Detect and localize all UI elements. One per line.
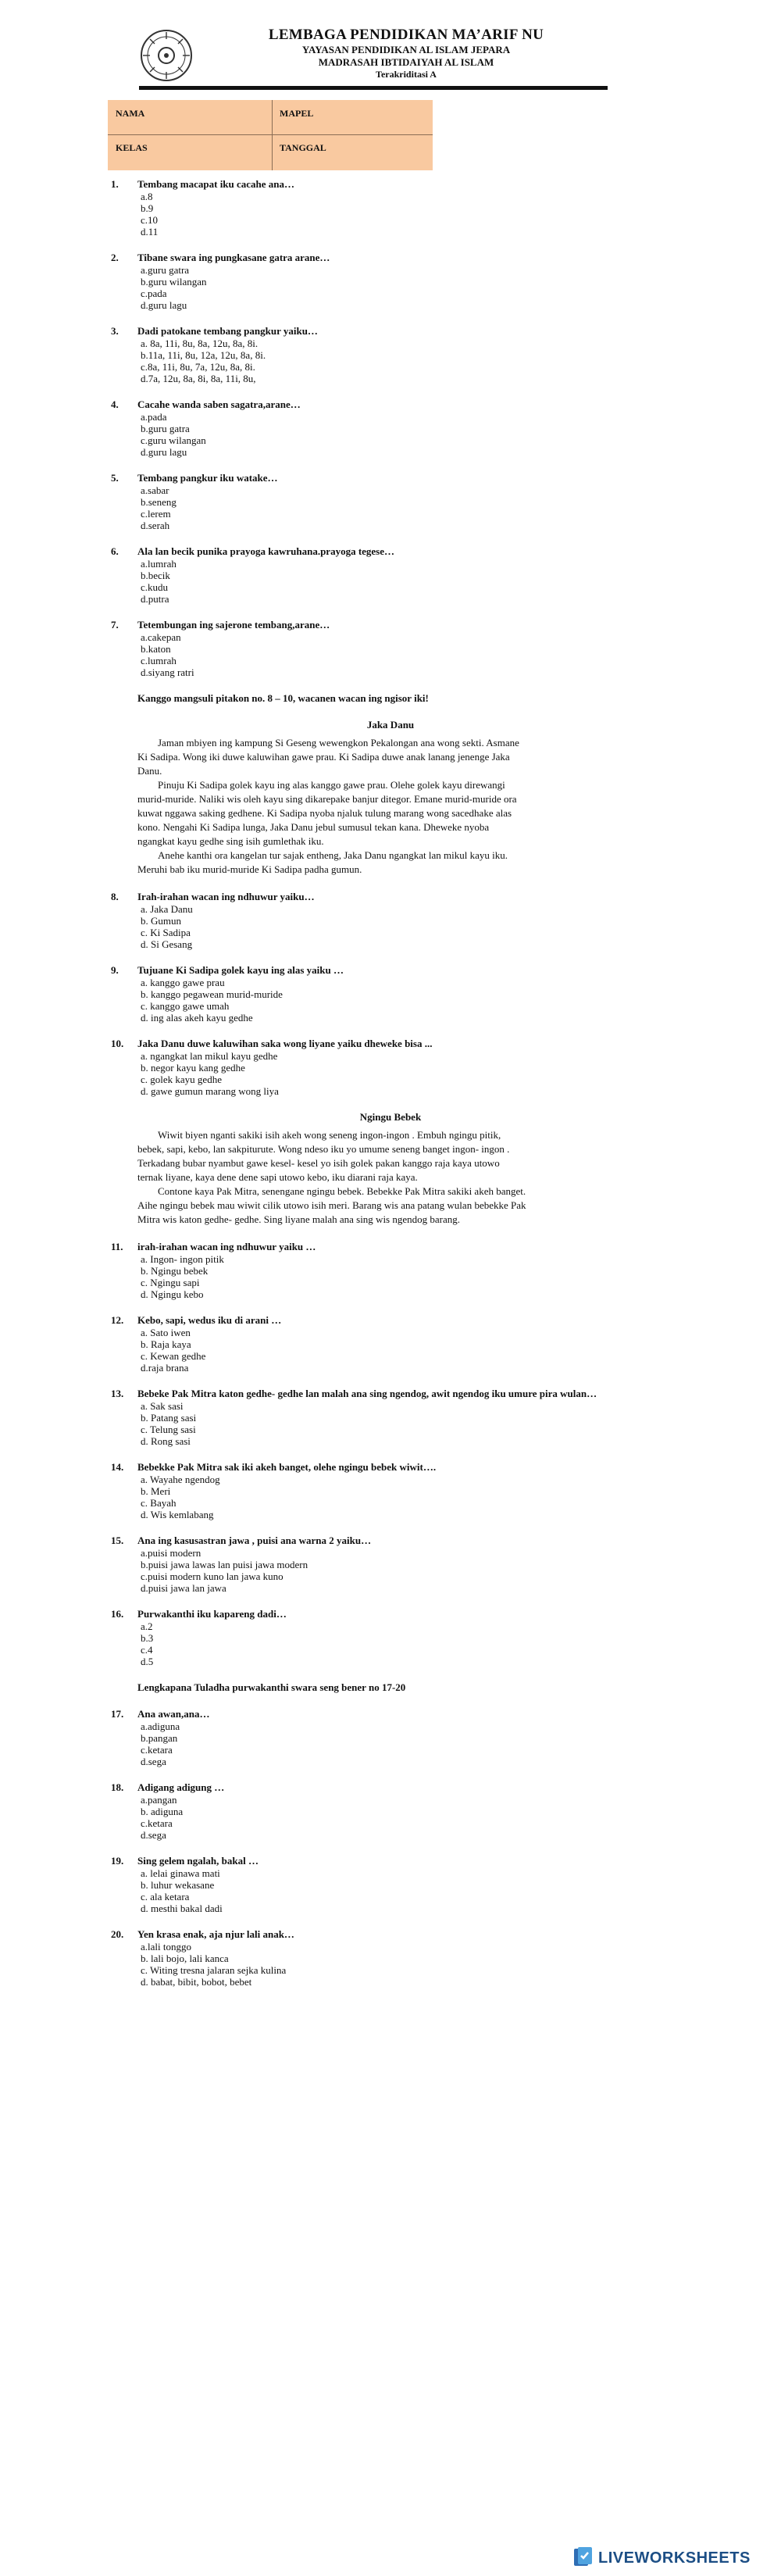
brand-text: LIVEWORKSHEETS (598, 2549, 751, 2567)
answer-option[interactable]: d.puisi jawa lan jawa (141, 1582, 226, 1594)
question-stem: Adigang adigung … (137, 1781, 225, 1793)
answer-option[interactable]: c. Ki Sadipa (141, 927, 191, 938)
answer-option[interactable]: b. Gumun (141, 915, 181, 927)
answer-option[interactable]: c.lerem (141, 508, 171, 520)
question-stem: irah-irahan wacan ing ndhuwur yaiku … (137, 1241, 316, 1252)
answer-option[interactable]: d.guru lagu (141, 299, 187, 311)
answer-option[interactable]: c. Witing tresna jalaran sejka kulina (141, 1964, 287, 1976)
answer-option[interactable]: c.puisi modern kuno lan jawa kuno (141, 1570, 284, 1582)
answer-option[interactable]: a. Ingon- ingon pitik (141, 1253, 224, 1265)
question-number: 12. (111, 1314, 124, 1326)
school-logo-icon (139, 28, 194, 83)
answer-option[interactable]: a.2 (141, 1620, 153, 1632)
answer-option[interactable]: d. ing alas akeh kayu gedhe (141, 1012, 253, 1024)
question-item (0, 1314, 781, 1374)
answer-option[interactable]: b.guru gatra (141, 423, 190, 434)
question-item (0, 325, 781, 384)
answer-option[interactable]: d.putra (141, 593, 169, 605)
answer-option[interactable]: a. Jaka Danu (141, 903, 193, 915)
question-number: 5. (111, 472, 119, 484)
story-title: Jaka Danu (366, 719, 415, 731)
answer-option[interactable]: b. Raja kaya (141, 1338, 191, 1350)
answer-option[interactable]: d.sega (141, 1829, 166, 1841)
name-label: NAMA (116, 108, 145, 119)
answer-option[interactable]: b.3 (141, 1632, 154, 1644)
question-stem: Bebeke Pak Mitra katon gedhe- gedhe lan malah ana sing ngendog, awit ngendog iku umure pira wulan… (137, 1388, 597, 1399)
answer-option[interactable]: a. Sato iwen (141, 1327, 191, 1338)
answer-option[interactable]: a.adiguna (141, 1720, 180, 1732)
answer-option[interactable]: a. kanggo gawe prau (141, 977, 225, 988)
date-label: TANGGAL (280, 142, 326, 153)
answer-option[interactable]: b.becik (141, 570, 170, 581)
question-stem: Yen krasa enak, aja njur lali anak… (137, 1928, 294, 1940)
answer-option[interactable]: c.pada (141, 288, 167, 299)
question-item (0, 891, 781, 950)
subject-label: MAPEL (280, 108, 314, 119)
question-stem: Bebekke Pak Mitra sak iki akeh banget, olehe ngingu bebek wiwit…. (137, 1461, 437, 1473)
school-name: MADRASAH IBTIDAIYAH AL ISLAM (318, 56, 494, 68)
answer-option[interactable]: b.seneng (141, 496, 177, 508)
answer-option[interactable]: d.7a, 12u, 8a, 8i, 8a, 11i, 8u, (141, 373, 256, 384)
answer-option[interactable]: c.ketara (141, 1744, 173, 1756)
question-stem: Jaka Danu duwe kaluwihan saka wong liyane yaiku dheweke bisa ... (137, 1038, 433, 1049)
question-number: 17. (111, 1708, 124, 1720)
answer-option[interactable]: a. Sak sasi (141, 1400, 184, 1412)
question-item (0, 1038, 781, 1097)
question-stem: Ala lan becik punika prayoga kawruhana.prayoga tegese… (137, 545, 395, 557)
story-paragraph: Contone kaya Pak Mitra, senengane ngingu bebek. Bebekke Pak Mitra sakiki akeh banget. Aihe ngingu bebek mau wiwit cilik utowo isih meri. Barang wis ana patang wulan bebekke Pak Mitra wis katon gedhe- gedhe. Sing liyane malah ana sing wis ngendog barang. (137, 1185, 526, 1225)
question-stem: Cacahe wanda saben sagatra,arane… (137, 398, 301, 410)
answer-option[interactable]: d. Rong sasi (141, 1435, 191, 1447)
question-number: 16. (111, 1608, 124, 1620)
question-number: 4. (111, 398, 119, 410)
question-stem: Tembang macapat iku cacahe ana… (137, 178, 295, 190)
question-stem: Tujuane Ki Sadipa golek kayu ing alas yaiku … (137, 964, 344, 976)
question-stem: Tibane swara ing pungkasane gatra arane… (137, 252, 330, 263)
question-item (0, 964, 781, 1024)
question-number: 6. (111, 545, 119, 557)
answer-option[interactable]: d. Si Gesang (141, 938, 193, 950)
header-divider (139, 86, 608, 90)
question-stem: Purwakanthi iku kapareng dadi… (137, 1608, 287, 1620)
answer-option[interactable]: c. Ngingu sapi (141, 1277, 200, 1288)
answer-option[interactable]: d.guru lagu (141, 446, 187, 458)
story-paragraph: Pinuju Ki Sadipa golek kayu ing alas kanggo gawe prau. Olehe golek kayu direwangi murid-muride. Naliki wis oleh kayu sing dikarepake banjur ditegor. Emane murid-muride ora kuwat nggawa saking gedhene. Ki Sadipa nyoba njaluk tulung marang wong sacedhake alas kono. Nengahi Ki Sadipa lunga, Jaka Danu jebul sumusul tekan kana. Dheweke nyoba ngangkat kayu gedhe sing isih gumlethak iku. (137, 779, 517, 847)
institution-name: LEMBAGA PENDIDIKAN MA’ARIF NU (268, 27, 544, 43)
question-stem: Kebo, sapi, wedus iku di arani … (137, 1314, 282, 1326)
answer-option[interactable]: b. lali bojo, lali kanca (141, 1953, 229, 1964)
answer-option[interactable]: d.5 (141, 1656, 154, 1667)
answer-option[interactable]: d.sega (141, 1756, 166, 1767)
question-number: 1. (111, 178, 119, 190)
accreditation: Terakriditasi A (376, 69, 437, 80)
liveworksheets-brand[interactable] (572, 2546, 767, 2568)
answer-option[interactable]: b. Meri (141, 1485, 171, 1497)
question-group-1-7 (0, 178, 781, 678)
answer-option[interactable]: d. babat, bibit, bobot, bebet (141, 1976, 252, 1988)
answer-option[interactable]: a.pada (141, 411, 167, 423)
question-stem: Ana ing kasusastran jawa , puisi ana warna 2 yaiku… (137, 1535, 372, 1546)
question-item (0, 178, 781, 238)
answer-option[interactable]: c. Telung sasi (141, 1424, 196, 1435)
answer-option[interactable]: c.lumrah (141, 655, 177, 666)
question-group-8-10 (0, 891, 781, 1097)
question-group-17-20 (0, 1708, 781, 1988)
answer-option[interactable]: c. Bayah (141, 1497, 177, 1509)
answer-option[interactable]: b. Patang sasi (141, 1412, 197, 1424)
question-number: 3. (111, 325, 119, 337)
student-identity-table (108, 100, 433, 170)
question-group-11-16 (0, 1241, 781, 1667)
question-item (0, 1855, 781, 1914)
worksheet-content (0, 178, 781, 2002)
answer-option[interactable]: a.lali tonggo (141, 1941, 191, 1953)
question-item (0, 619, 781, 678)
question-item (0, 1781, 781, 1841)
foundation-name: YAYASAN PENDIDIKAN AL ISLAM JEPARA (301, 44, 511, 55)
question-stem: Tembang pangkur iku watake… (137, 472, 278, 484)
question-item (0, 545, 781, 605)
question-number: 11. (111, 1241, 123, 1252)
question-stem: Dadi patokane tembang pangkur yaiku… (137, 325, 318, 337)
question-number: 13. (111, 1388, 124, 1399)
question-number: 8. (111, 891, 119, 902)
answer-option[interactable]: b.katon (141, 643, 171, 655)
question-item (0, 1928, 781, 1988)
question-number: 2. (111, 252, 119, 263)
question-number: 19. (111, 1855, 124, 1867)
story-ngingu-bebek (0, 1111, 781, 1227)
answer-option[interactable]: a.guru gatra (141, 264, 190, 276)
answer-option[interactable]: c.kudu (141, 581, 169, 593)
answer-option[interactable]: a. ngangkat lan mikul kayu gedhe (141, 1050, 278, 1062)
question-stem: Irah-irahan wacan ing ndhuwur yaiku… (137, 891, 315, 902)
question-item (0, 1535, 781, 1594)
question-number: 9. (111, 964, 119, 976)
answer-option[interactable]: c. golek kayu gedhe (141, 1074, 222, 1085)
answer-option[interactable]: b. luhur wekasane (141, 1879, 215, 1891)
answer-option[interactable]: d. Ngingu kebo (141, 1288, 204, 1300)
class-label: KELAS (116, 142, 148, 153)
answer-option[interactable]: c.4 (141, 1644, 153, 1656)
answer-option[interactable]: a. lelai ginawa mati (141, 1867, 220, 1879)
answer-option[interactable]: a.lumrah (141, 558, 177, 570)
answer-option[interactable]: b. negor kayu kang gedhe (141, 1062, 245, 1074)
answer-option[interactable]: b.guru wilangan (141, 276, 207, 288)
question-stem: Ana awan,ana… (137, 1708, 210, 1720)
answer-option[interactable]: d.siyang ratri (141, 666, 194, 678)
question-item (0, 1708, 781, 1767)
question-number: 10. (111, 1038, 124, 1049)
story-paragraph: Anehe kanthi ora kangelan tur sajak entheng, Jaka Danu ngangkat lan mikul kayu iku. Meruhi bab iku murid-muride Ki Sadipa padha gumun. (137, 849, 508, 875)
answer-option[interactable]: a. Wayahe ngendog (141, 1474, 220, 1485)
answer-option[interactable]: a.puisi modern (141, 1547, 201, 1559)
answer-option[interactable]: c.10 (141, 214, 159, 226)
answer-option[interactable]: c. kanggo gawe umah (141, 1000, 230, 1012)
question-item (0, 472, 781, 531)
answer-option[interactable]: a.sabar (141, 484, 169, 496)
answer-option[interactable]: c.ketara (141, 1817, 173, 1829)
answer-option[interactable]: d.serah (141, 520, 170, 531)
answer-option[interactable]: b.11a, 11i, 8u, 12a, 12u, 8a, 8i. (141, 349, 266, 361)
question-number: 20. (111, 1928, 124, 1940)
answer-option[interactable]: b.9 (141, 202, 154, 214)
answer-option[interactable]: d. mesthi bakal dadi (141, 1903, 223, 1914)
answer-option[interactable]: c.guru wilangan (141, 434, 206, 446)
answer-option[interactable]: b.puisi jawa lawas lan puisi jawa modern (141, 1559, 308, 1570)
question-number: 14. (111, 1461, 124, 1473)
story-paragraph: Wiwit biyen nganti sakiki isih akeh wong seneng ingon-ingon . Embuh ngingu pitik, bebek, sapi, kebo, lan sakpiturute. Wong ndeso iku yo umume seneng banget ingon- ingon . Terkadang bubar nyambut gawe kesel- kesel yo isih golek pakan kanggo raja kaya utowo ternak liyane, kaya dene dene sapi utowo kebo, iku diarani raja kaya. (137, 1129, 510, 1183)
story-jaka-danu (0, 719, 781, 877)
story-paragraph: Jaman mbiyen ing kampung Si Geseng wewengkon Pekalongan ana wong sekti. Asmane Ki Sadipa. Wong iki duwe kaluwihan gawe prau. Ki Sadipa duwe anak lanang jenenge Jaka Danu. (137, 737, 519, 777)
answer-option[interactable]: b. kanggo pegawean murid-muride (141, 988, 283, 1000)
question-number: 18. (111, 1781, 124, 1793)
question-item (0, 1461, 781, 1520)
answer-option[interactable]: b. adiguna (141, 1806, 184, 1817)
answer-option[interactable]: c.8a, 11i, 8u, 7a, 12u, 8a, 8i. (141, 361, 255, 373)
liveworksheets-logo-icon (572, 2546, 595, 2568)
question-stem: Tetembungan ing sajerone tembang,arane… (137, 619, 330, 631)
question-item (0, 252, 781, 311)
question-item (0, 1608, 781, 1667)
answer-option[interactable]: a.pangan (141, 1794, 177, 1806)
answer-option[interactable]: a. 8a, 11i, 8u, 8a, 12u, 8a, 8i. (141, 338, 259, 349)
answer-option[interactable]: a.8 (141, 191, 153, 202)
story-title: Ngingu Bebek (359, 1111, 422, 1123)
question-number: 7. (111, 619, 119, 631)
answer-option[interactable]: b. Ngingu bebek (141, 1265, 209, 1277)
answer-option[interactable]: d.raja brana (141, 1362, 189, 1374)
answer-option[interactable]: b.pangan (141, 1732, 178, 1744)
answer-option[interactable]: d.11 (141, 226, 159, 238)
answer-option[interactable]: c. Kewan gedhe (141, 1350, 206, 1362)
reading-instruction-8-10: Kanggo mangsuli pitakon no. 8 – 10, wacanen wacan ing ngisor iki! (137, 692, 429, 704)
answer-option[interactable]: c. ala ketara (141, 1891, 190, 1903)
question-number: 15. (111, 1535, 124, 1546)
question-item (0, 398, 781, 458)
question-item (0, 1388, 781, 1447)
question-stem: Sing gelem ngalah, bakal … (137, 1855, 259, 1867)
instruction-17-20: Lengkapana Tuladha purwakanthi swara seng bener no 17-20 (137, 1681, 406, 1693)
answer-option[interactable]: d. gawe gumun marang wong liya (141, 1085, 279, 1097)
answer-option[interactable]: d. Wis kemlabang (141, 1509, 214, 1520)
answer-option[interactable]: a.cakepan (141, 631, 181, 643)
question-item (0, 1241, 781, 1300)
